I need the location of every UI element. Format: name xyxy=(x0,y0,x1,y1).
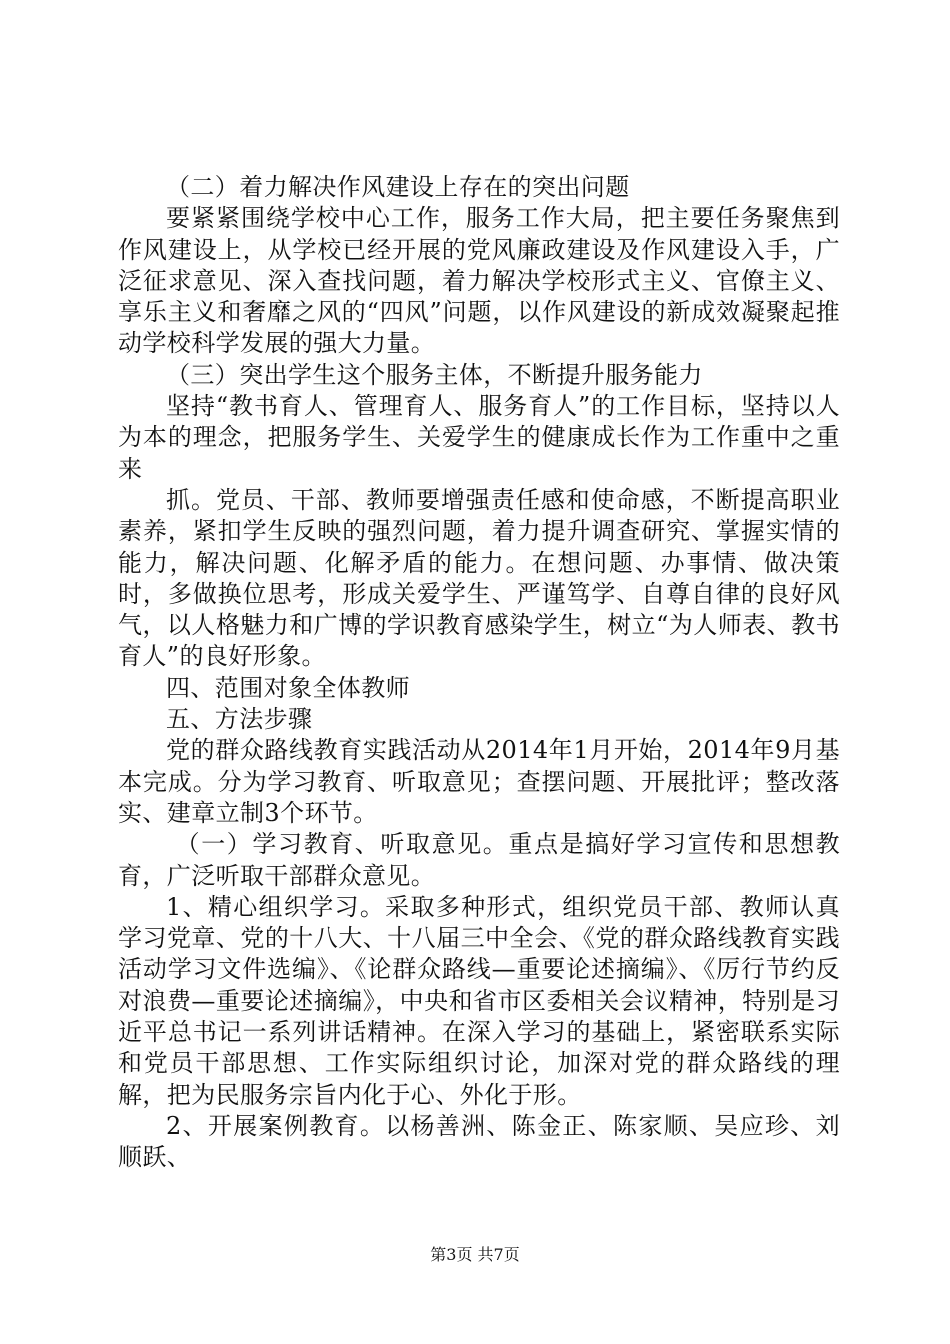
document-body xyxy=(118,172,840,1174)
paragraph-section-2-heading: （二）着力解决作风建设上存在的突出问题 xyxy=(166,173,630,201)
page-footer xyxy=(0,1245,950,1265)
paragraph-step-1-item-2: 2、开展案例教育。以杨善洲、陈金正、陈家顺、吴应珍、刘顺跃、 xyxy=(118,1111,840,1172)
paragraph-section-3-heading: （三）突出学生这个服务主体，不断提升服务能力 xyxy=(166,360,703,389)
paragraph-method-heading: 五、方法步骤 xyxy=(166,705,313,734)
paragraph-section-3-body-b: 抓。党员、干部、教师要增强责任感和使命感，不断提高职业素养，紧扣学生反映的强烈问题，着力提升调查研究、掌握实情的能力，解决问题、化解矛盾的能力。在想问题、办事情、做决策时，多做换位思考，形成关爱学生、严谨笃学、自尊自律的良好风气，以人格魅力和广博的学识教育感染学生，树立“为人师表、教书育人”的良好形象。 xyxy=(118,485,840,671)
paragraph-section-3-body-a: 坚持“教书育人、管理育人、服务育人”的工作目标，坚持以人为本的理念，把服务学生、关爱学生的健康成长作为工作重中之重来 xyxy=(118,392,840,483)
paragraph-method-overview: 党的群众路线教育实践活动从2014年1月开始，2014年9月基本完成。分为学习教育、听取意见；查摆问题、开展批评；整改落实、建章立制3个环节。 xyxy=(118,736,840,827)
page-number-label: 第3页 共7页 xyxy=(430,1245,520,1264)
paragraph-step-1-heading: （一）学习教育、听取意见。重点是搞好学习宣传和思想教育，广泛听取干部群众意见。 xyxy=(118,830,840,890)
paragraph-section-2-body: 要紧紧围绕学校中心工作，服务工作大局，把主要任务聚焦到作风建设上，从学校已经开展的党风廉政建设及作风建设入手，广泛征求意见、深入查找问题，着力解决学校形式主义、官僚主义、享乐主义和奢靡之风的“四风”问题，以作风建设的新成效凝聚起推动学校科学发展的强大力量。 xyxy=(118,204,840,358)
paragraph-step-1-item-1: 1、精心组织学习。采取多种形式，组织党员干部、教师认真学习党章、党的十八大、十八届三中全会、《党的群众路线教育实践活动学习文件选编》、《论群众路线—重要论述摘编》、《厉行节约反对浪费—重要论述摘编》，中央和省市区委相关会议精神，特别是习近平总书记一系列讲话精神。在深入学习的基础上，紧密联系实际和党员干部思想、工作实际组织讨论，加深对党的群众路线的理解，把为民服务宗旨内化于心、外化于形。 xyxy=(118,892,840,1109)
paragraph-scope-heading: 四、范围对象全体教师 xyxy=(166,673,410,702)
